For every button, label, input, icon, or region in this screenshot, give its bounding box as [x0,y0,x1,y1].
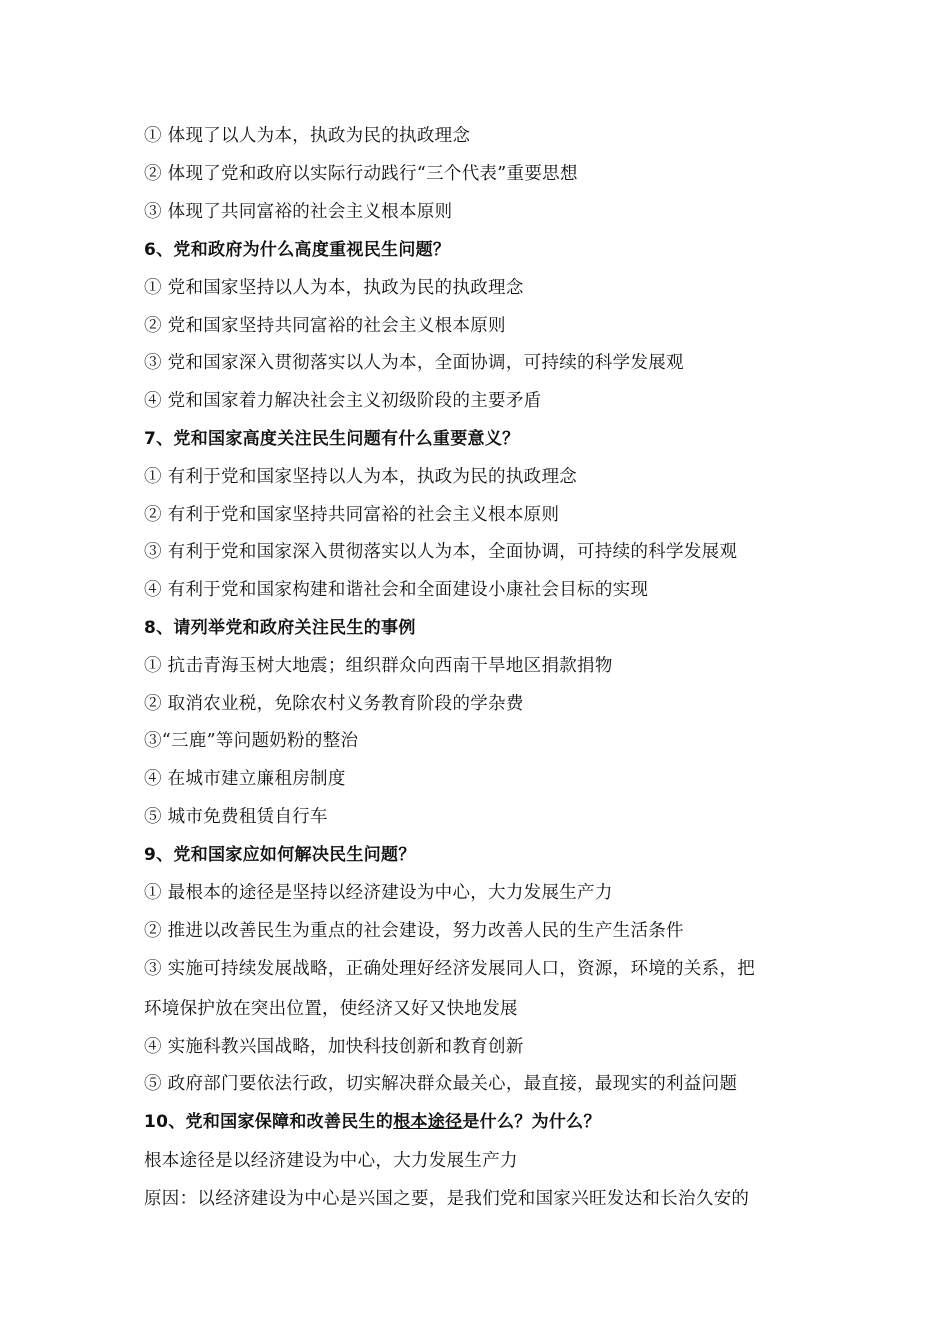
paragraph-line: ③ 党和国家深入贯彻落实以人为本，全面协调，可持续的科学发展观 [144,353,684,373]
heading-text: 是什么？为什么？ [462,1112,601,1132]
underlined-term: 根本途径 [393,1112,463,1132]
paragraph-line: ⑤ 政府部门要依法行政，切实解决群众最关心，最直接，最现实的利益问题 [144,1074,738,1094]
paragraph-line: ② 有利于党和国家坚持共同富裕的社会主义根本原则 [144,505,560,525]
paragraph-line: ③“三鹿”等问题奶粉的整治 [144,731,359,751]
question-heading: 8、请列举党和政府关注民生的事例 [144,618,416,638]
paragraph-line: ④ 党和国家着力解决社会主义初级阶段的主要矛盾 [144,391,542,411]
paragraph-line: ⑤ 城市免费租赁自行车 [144,807,328,827]
paragraph-line: ② 推进以改善民生为重点的社会建设，努力改善人民的生产生活条件 [144,921,684,941]
paragraph-line: ④ 在城市建立廉租房制度 [144,769,346,789]
heading-text: 10、党和国家保障和改善民生的 [144,1112,394,1132]
paragraph-line: 环境保护放在突出位置，使经济又好又快地发展 [144,999,518,1019]
paragraph-line: ② 党和国家坚持共同富裕的社会主义根本原则 [144,316,506,336]
paragraph-line: ① 体现了以人为本，执政为民的执政理念 [144,126,471,146]
paragraph-line: ① 抗击青海玉树大地震；组织群众向西南干旱地区捐款捐物 [144,656,613,676]
paragraph-line: ③ 实施可持续发展战略，正确处理好经济发展同人口，资源，环境的关系，把 [144,959,756,979]
paragraph-line: ② 取消农业税，免除农村义务教育阶段的学杂费 [144,694,524,714]
paragraph-line: ① 党和国家坚持以人为本，执政为民的执政理念 [144,278,524,298]
paragraph-line: 根本途径是以经济建设为中心，大力发展生产力 [144,1151,518,1171]
question-heading: 7、党和国家高度关注民生问题有什么重要意义？ [144,429,520,449]
paragraph-line: ① 有利于党和国家坚持以人为本，执政为民的执政理念 [144,467,578,487]
question-heading [144,1111,890,1133]
question-heading: 9、党和国家应如何解决民生问题？ [144,845,416,865]
paragraph-line: ① 最根本的途径是坚持以经济建设为中心，大力发展生产力 [144,883,613,903]
paragraph-line: ② 体现了党和政府以实际行动践行“三个代表”重要思想 [144,164,578,184]
paragraph-line: ③ 有利于党和国家深入贯彻落实以人为本，全面协调，可持续的科学发展观 [144,542,738,562]
paragraph-line: ③ 体现了共同富裕的社会主义根本原则 [144,202,453,222]
paragraph-line: ④ 有利于党和国家构建和谐社会和全面建设小康社会目标的实现 [144,580,649,600]
paragraph-line: 原因：以经济建设为中心是兴国之要，是我们党和国家兴旺发达和长治久安的 [144,1189,750,1209]
paragraph-line: ④ 实施科教兴国战略，加快科技创新和教育创新 [144,1037,524,1057]
question-heading: 6、党和政府为什么高度重视民生问题？ [144,240,451,260]
